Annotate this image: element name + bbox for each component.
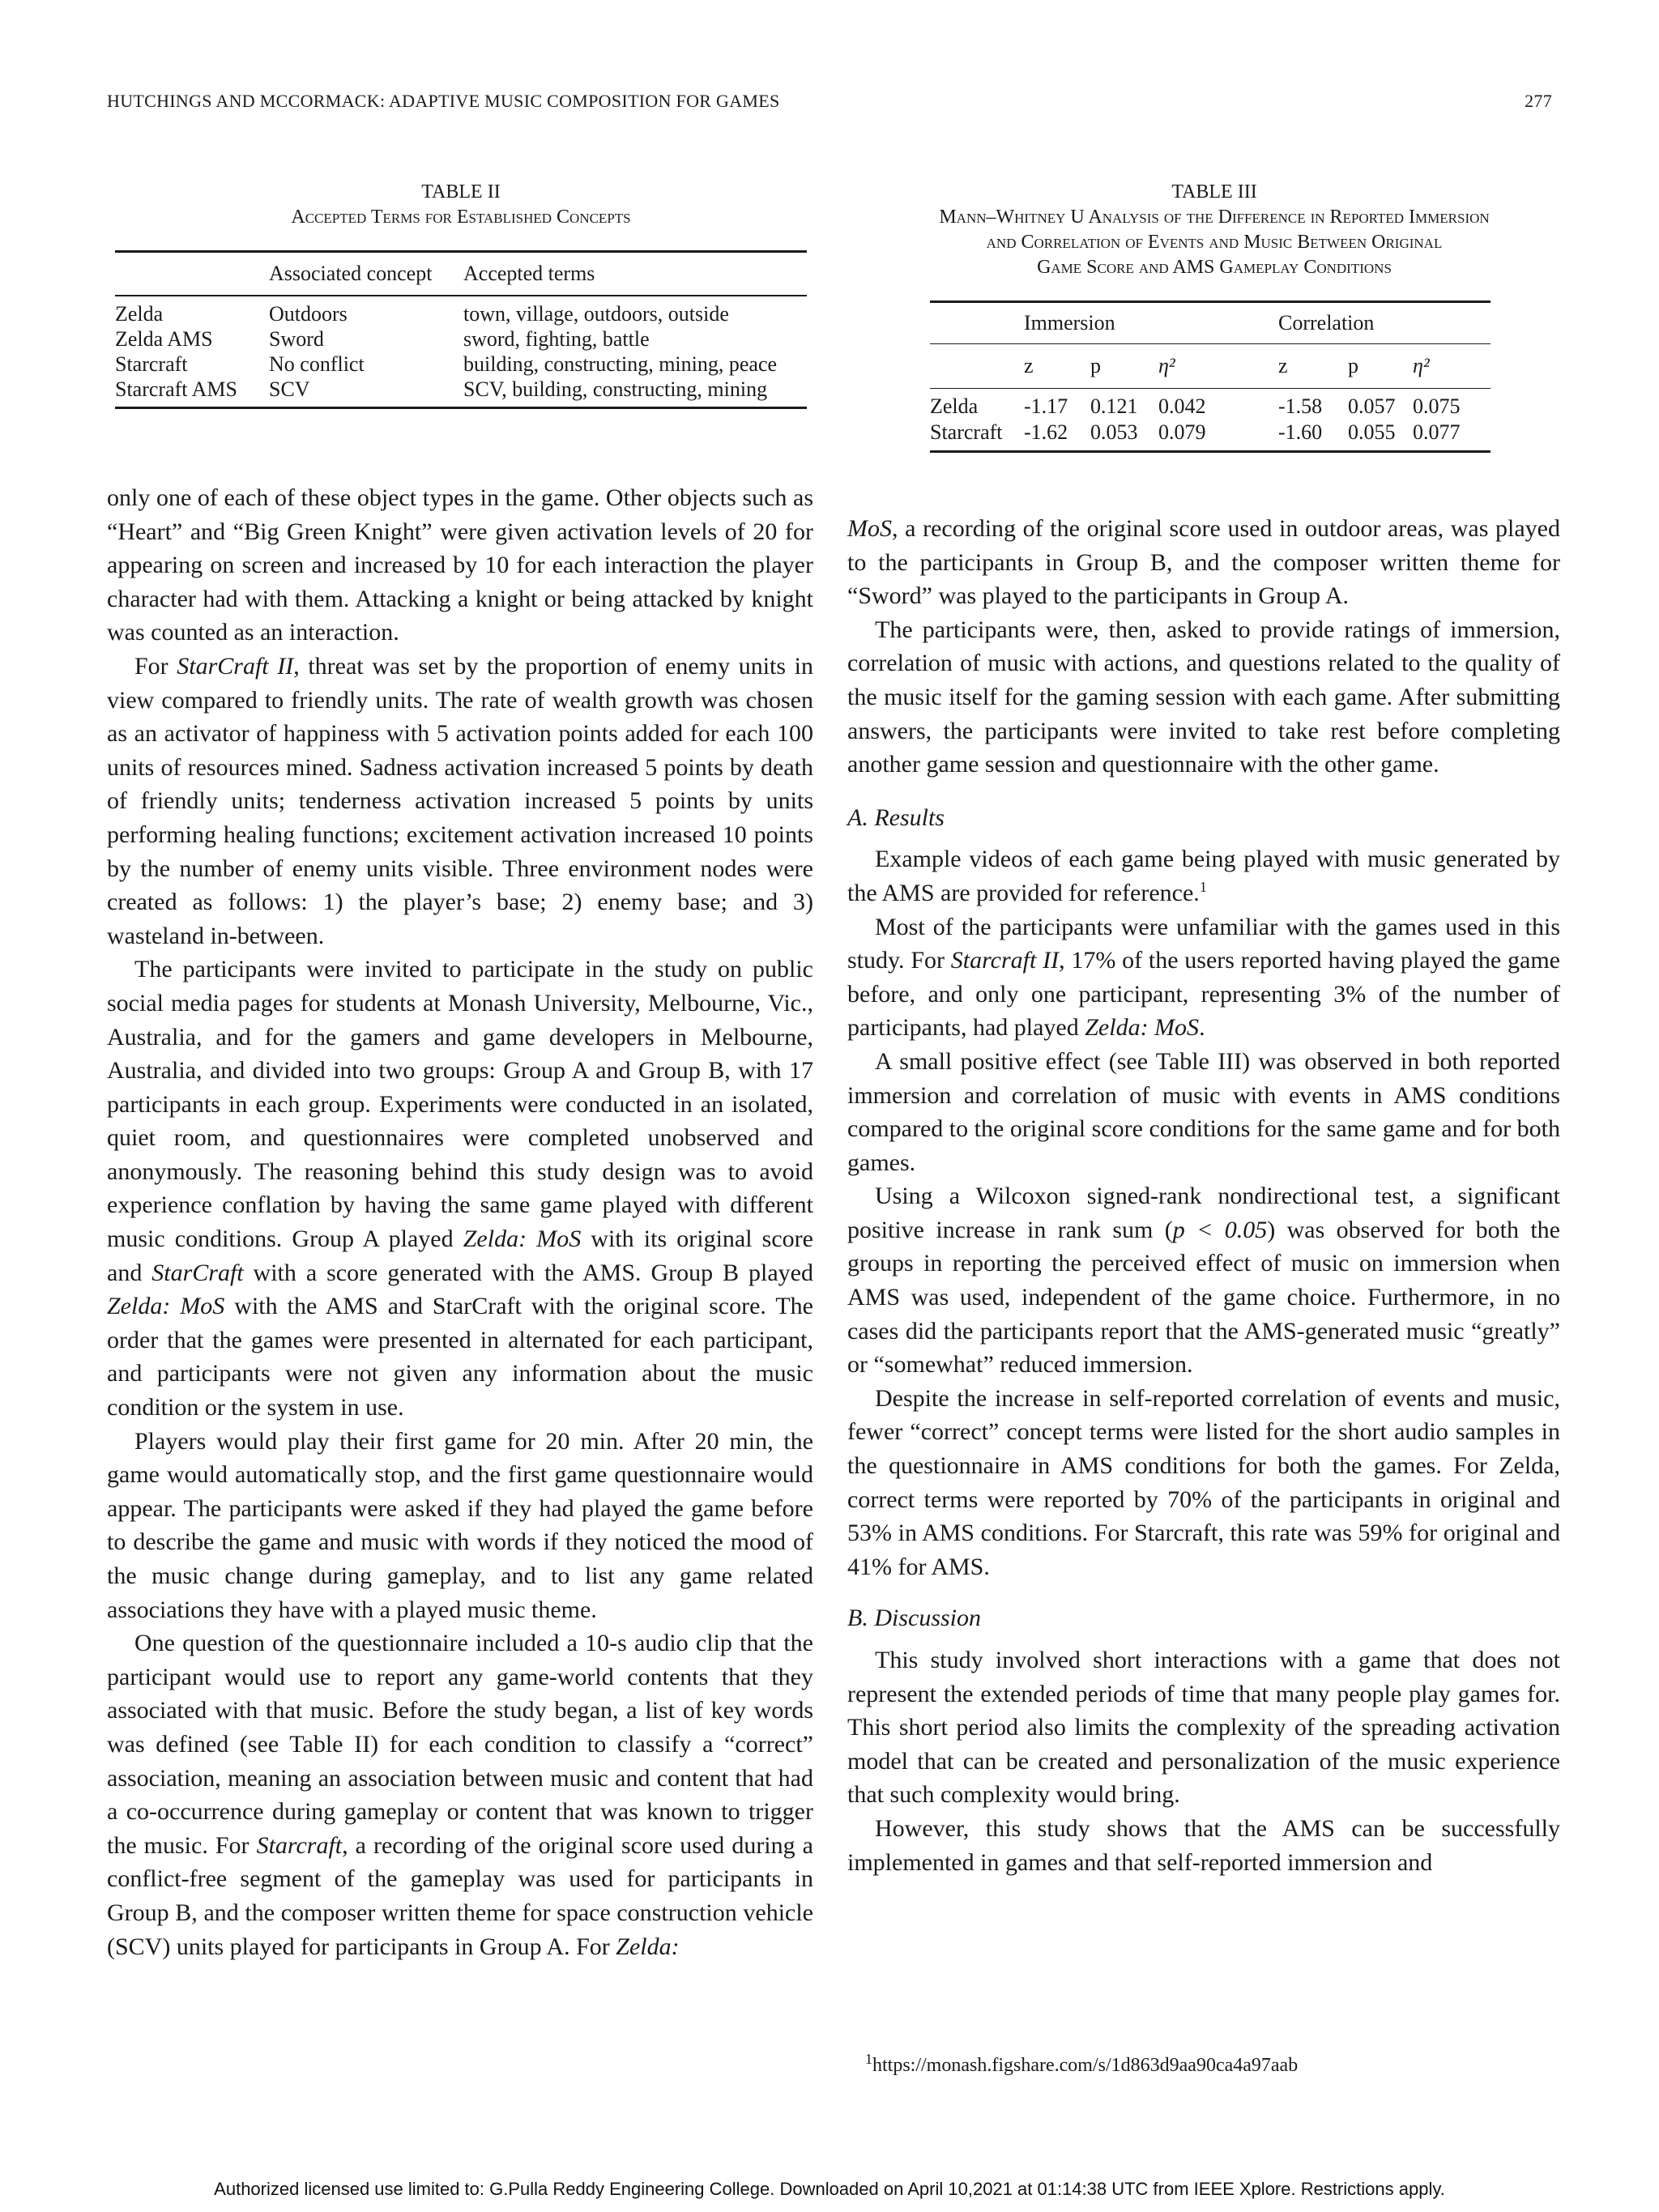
italic-text: MoS xyxy=(847,515,892,542)
paragraph xyxy=(847,512,1560,613)
table-cell: Zelda xyxy=(115,302,164,326)
table-cell: SCV, building, constructing, mining xyxy=(463,377,768,401)
table-cell: 0.121 xyxy=(1090,394,1138,418)
table-row xyxy=(115,326,807,352)
footnote-url[interactable]: https://monash.figshare.com/s/1d863d9aa90ca4a97aab xyxy=(872,2055,1299,2076)
running-title: HUTCHINGS AND MCCORMACK: ADAPTIVE MUSIC COMPOSITION FOR GAMES xyxy=(107,91,780,111)
table-row xyxy=(115,377,807,408)
table-row xyxy=(115,352,807,377)
table-row xyxy=(930,420,1491,452)
group-header-correlation: Correlation xyxy=(1278,311,1375,335)
text-run: One question of the questionnaire included a 10-s audio clip that the participant would use to report any game-world contents that they associated with that music. Before the study began, a list of key words was defined (see Table II) for each condition to classify a “correct” association, meaning an association between music and content that had a co-occurrence during gameplay or content that was known to trigger the music. For xyxy=(107,1630,813,1859)
left-column xyxy=(107,481,813,1963)
table-cell: building, constructing, mining, peace xyxy=(463,352,778,376)
table-cell: 0.053 xyxy=(1090,420,1138,444)
running-header xyxy=(107,91,1552,115)
license-footer: Authorized licensed use limited to: G.Pulla Reddy Engineering College. Downloaded on April 10,2021 at 01:14:38 UTC from IEEE Xplore. Restrictions apply. xyxy=(214,2179,1445,2199)
paragraph: A small positive effect (see Table III) was observed in both reported immersion and correlation of music with events in AMS conditions compared to the original score conditions for the same game and for both games. xyxy=(847,1047,1560,1176)
table-ii-caption: Accepted Terms for Established Concepts xyxy=(291,207,631,228)
italic-text: StarCraft II xyxy=(177,652,294,680)
table-cell: town, village, outdoors, outside xyxy=(463,302,729,326)
paragraph: Despite the increase in self-reported correlation of events and music, fewer “correct” concept terms were listed for the short audio samples in the questionnaire in AMS conditions for both the games. For Zelda, correct terms were reported by 70% of the participants in original and 53% in AMS conditions. For Starcraft, this rate was 59% for original and 41% for AMS. xyxy=(847,1384,1560,1580)
footnote xyxy=(865,2051,1299,2077)
text-run: Using a Wilcoxon signed-rank nondirectional test, a significant positive increase in rank sum ( xyxy=(847,1183,1560,1243)
paragraph xyxy=(847,910,1560,1045)
table-ii xyxy=(115,180,807,409)
table-iii-caption-line: Mann–Whitney U Analysis of the Difference in Reported Immersion xyxy=(939,207,1490,228)
table-cell: Starcraft AMS xyxy=(115,377,237,401)
paragraph: However, this study shows that the AMS can be successfully implemented in games and that self-reported immersion and xyxy=(847,1814,1560,1876)
table-iii-caption-line: and Correlation of Events and Music Between Original xyxy=(986,232,1443,253)
table-cell: 0.079 xyxy=(1158,420,1206,444)
table-cell: 0.057 xyxy=(1348,394,1396,418)
table-cell: -1.17 xyxy=(1024,394,1068,418)
table-cell: SCV xyxy=(269,377,310,401)
table-ii-header-cell: Associated concept xyxy=(269,262,433,285)
italic-text: Zelda: MoS xyxy=(107,1293,225,1320)
table-ii-header-cell xyxy=(115,252,269,296)
paragraph xyxy=(107,650,813,953)
italic-text: Zelda: MoS xyxy=(1085,1014,1200,1042)
table-cell: Outdoors xyxy=(269,302,348,326)
paragraph: This study involved short interactions with a game that does not represent the extended periods of time that many people play games for. This short period also limits the complexity of the spreading activation model that can be created and personalization of the music experience that such complexity would bring. xyxy=(847,1647,1560,1809)
table-ii-label: TABLE II xyxy=(421,181,501,202)
paragraph xyxy=(107,953,813,1424)
table-iii xyxy=(847,180,1581,453)
table-cell: -1.62 xyxy=(1024,420,1068,444)
sub-header-cell: η² xyxy=(1413,354,1430,377)
text-run: . xyxy=(1199,1014,1205,1042)
paragraph: Players would play their first game for 20 min. After 20 min, the game would automatically stop, and the first game questionnaire would appear. The participants were asked if they had played the game before to describe the game and music with words if they noticed the mood of the music change during gameplay, and to list any game related associations they have with a played music theme. xyxy=(107,1427,813,1623)
table-row xyxy=(115,296,807,326)
table-iii-caption-line: Game Score and AMS Gameplay Conditions xyxy=(1037,257,1392,278)
italic-text: Zelda: MoS xyxy=(463,1225,582,1253)
page-number: 277 xyxy=(1525,91,1552,111)
text-run: Example videos of each game being played with music generated by the AMS are provided for reference. xyxy=(847,846,1560,906)
table-cell: sword, fighting, battle xyxy=(463,327,650,351)
text-run: , a recording of the original score used during a conflict-free segment of the gameplay was used for participants in Group B, and the composer written theme for space construction vehicle (SCV) units played for participants in Group A. For xyxy=(107,1831,813,1960)
paragraph xyxy=(107,1626,813,1963)
table-cell: No conflict xyxy=(269,352,365,376)
table-cell: Zelda xyxy=(930,394,979,418)
paragraph xyxy=(847,842,1560,910)
math-expression: p < 0.05 xyxy=(1172,1216,1268,1243)
text-run: with a score generated with the AMS. Group B played xyxy=(243,1259,813,1286)
footnote-mark: 1 xyxy=(865,2051,872,2067)
text-run: with its original score and xyxy=(107,1225,813,1286)
section-heading-results: A. Results xyxy=(847,803,945,831)
table-ii-header-cell: Accepted terms xyxy=(463,262,595,285)
table-iii-grid xyxy=(930,300,1491,453)
text-run: The participants were invited to participate in the study on public social media pages for students at Monash University, Melbourne, Vic., Australia, and for the gamers and game developers in Melbourne, Australia, and divided into two groups: Group A and Group B, with 17 participants in each group. Experiments were conducted in an isolated, quiet room, and questionnaires were completed unobserved and anonymously. The reasoning behind this study design was to avoid experience conflation by having the same game played with different music conditions. Group A played xyxy=(107,956,813,1253)
paragraph: The participants were, then, asked to provide ratings of immersion, correlation of music with actions, and questions related to the quality of the music itself for the gaming session with each game. After submitting answers, the participants were invited to take rest before completing another game session and questionnaire with the other game. xyxy=(847,616,1560,778)
table-row xyxy=(930,389,1491,420)
table-cell: 0.042 xyxy=(1158,394,1206,418)
group-header-immersion: Immersion xyxy=(1024,311,1115,335)
table-cell: 0.075 xyxy=(1413,394,1461,418)
section-heading-discussion: B. Discussion xyxy=(847,1605,981,1632)
text-run: For xyxy=(134,652,177,680)
table-cell: Starcraft xyxy=(930,420,1003,444)
text-run: , threat was set by the proportion of enemy units in view compared to friendly units. The rate of wealth growth was chosen as an activator of happiness with 5 activation points added for each 100 units of resources mined. Sadness activation increased 5 points by death of friendly units; tenderness activation increased 5 points by units performing healing functions; excitement activation increased 10 points by the number of enemy units visible. Three environment nodes were created as follows: 1) the player’s base; 2) enemy base; and 3) wasteland in-between. xyxy=(107,652,813,949)
italic-text: StarCraft xyxy=(151,1259,244,1286)
table-cell: 0.077 xyxy=(1413,420,1461,444)
table-iii-label: TABLE III xyxy=(1171,181,1257,202)
right-column xyxy=(847,512,1560,1879)
paragraph: only one of each of these object types in the game. Other objects such as “Heart” and “Big Green Knight” were given activation levels of 20 for appearing on screen and increased by 10 for each interaction the player character had with them. Attacking a knight or being attacked by knight was counted as an interaction. xyxy=(107,484,813,646)
table-cell: -1.60 xyxy=(1278,420,1323,444)
text-run: , a recording of the original score used in outdoor areas, was played to the participants in Group B, and the composer written theme for “Sword” was played to the participants in Group A. xyxy=(847,515,1560,610)
sub-header-cell: η² xyxy=(1158,354,1175,377)
italic-text: Zelda: xyxy=(616,1933,680,1960)
sub-header-cell: z xyxy=(1024,354,1034,377)
table-cell: Zelda AMS xyxy=(115,327,213,351)
table-cell: -1.58 xyxy=(1278,394,1323,418)
text-run: with the AMS and StarCraft with the original score. The order that the games were presented in alternated for each participant, and participants were not given any information about the music condition or the system in use. xyxy=(107,1293,813,1421)
text-run: ) was observed for both the groups in reporting the perceived effect of music on immersion when AMS was used, independent of the game choice. Furthermore, in no cases did the participants report that the AMS-generated music “greatly” or “somewhat” reduced immersion. xyxy=(847,1216,1560,1379)
sub-header-cell: p xyxy=(1090,354,1101,377)
sub-header-cell: p xyxy=(1348,354,1358,377)
italic-text: Starcraft II xyxy=(950,947,1060,974)
sub-header-cell: z xyxy=(1278,354,1288,377)
italic-text: Starcraft xyxy=(256,1831,343,1859)
paragraph xyxy=(847,1179,1560,1382)
table-cell: 0.055 xyxy=(1348,420,1396,444)
footnote-mark[interactable]: 1 xyxy=(1199,878,1207,895)
text-run: Most of the participants were unfamiliar with the games used in this study. For xyxy=(847,913,1560,974)
table-cell: Sword xyxy=(269,327,324,351)
text-run: , 17% of the users reported having played the game before, and only one participant, representing 3% of the number of participants, had played xyxy=(847,947,1560,1042)
table-ii-grid xyxy=(115,250,807,409)
table-cell: Starcraft xyxy=(115,352,188,376)
